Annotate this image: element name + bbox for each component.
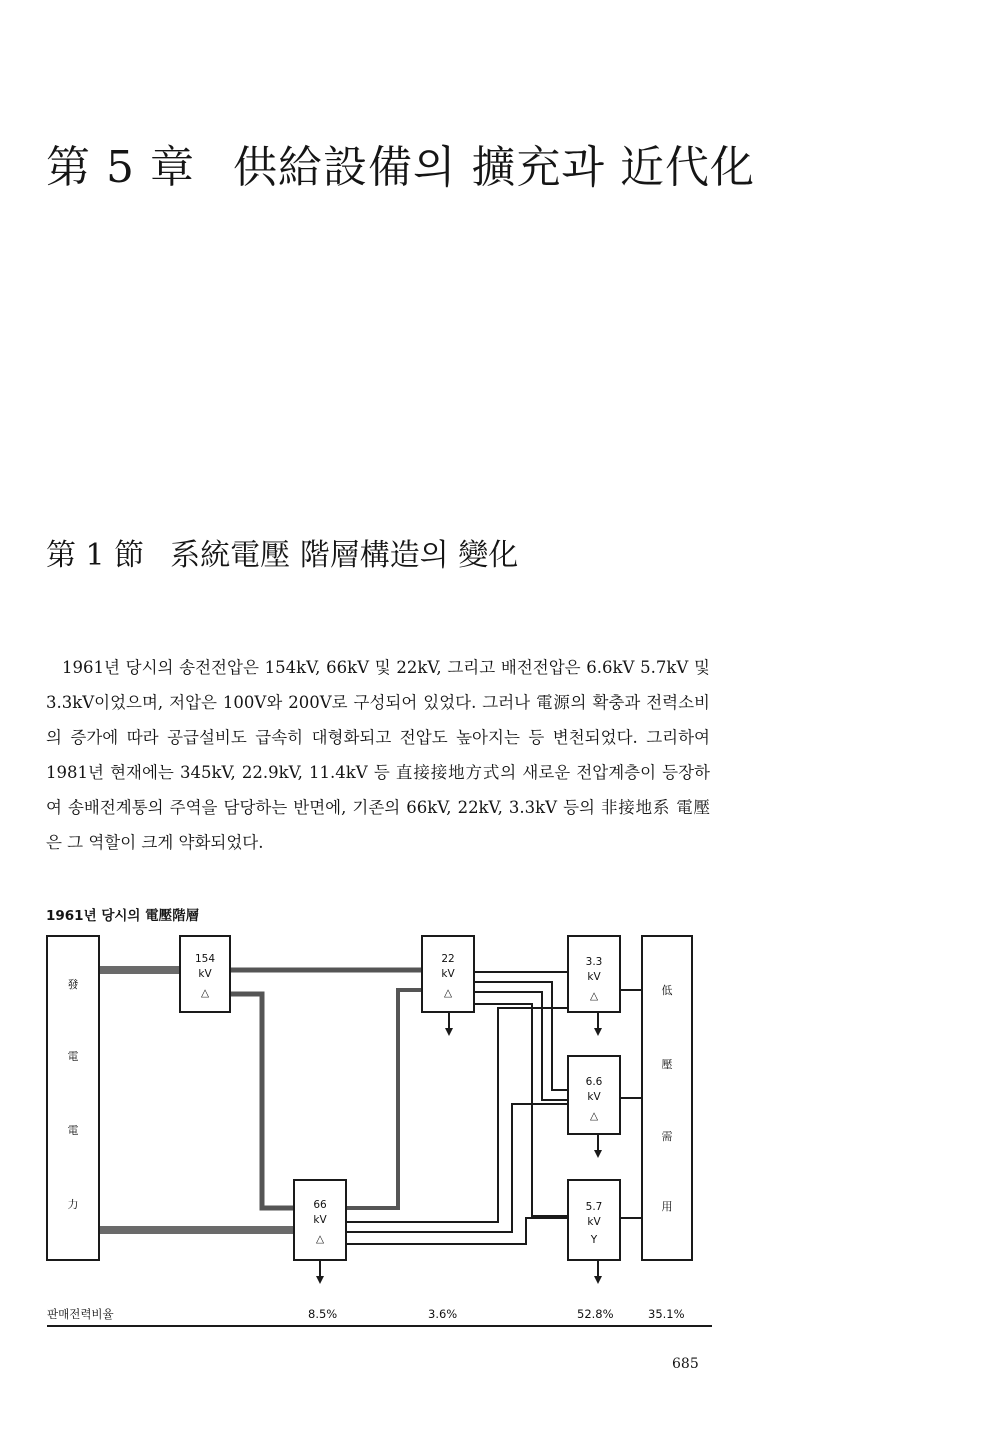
svg-text:kV: kV: [441, 968, 455, 980]
down-arrow-icons: [316, 1028, 602, 1284]
connection-lines: [99, 970, 642, 1278]
page-number: 685: [672, 1356, 699, 1372]
svg-text:6.6: 6.6: [585, 1076, 603, 1088]
demand-label: 壓: [661, 1058, 673, 1071]
svg-text:kV: kV: [587, 971, 601, 983]
sales-ratio-value: 3.6%: [428, 1307, 458, 1321]
svg-text:kV: kV: [313, 1214, 327, 1226]
svg-text:△: △: [589, 990, 599, 1002]
svg-text:22: 22: [441, 953, 455, 965]
svg-text:5.7: 5.7: [585, 1201, 603, 1213]
svg-text:△: △: [200, 987, 210, 999]
box-22kv: [422, 936, 474, 1012]
box-5.7kv: [568, 1180, 620, 1260]
generation-label: 電: [67, 1050, 79, 1063]
box-154kv: [180, 936, 230, 1012]
svg-text:3.3: 3.3: [585, 956, 603, 968]
chapter-heading: 供給設備의 擴充과 近代化: [232, 142, 755, 193]
svg-text:154: 154: [194, 953, 216, 965]
diagram-title: 1961년 당시의 電壓階層: [46, 908, 200, 924]
chapter-number: 第 5 章: [46, 142, 195, 193]
svg-text:kV: kV: [587, 1091, 601, 1103]
demand-label: 用: [661, 1200, 673, 1213]
generation-label: 電: [67, 1124, 79, 1137]
generation-label: 發: [67, 978, 79, 991]
box-6.6kv: [568, 1056, 620, 1134]
generation-label: 力: [67, 1198, 79, 1211]
svg-text:66: 66: [313, 1199, 327, 1211]
sales-ratio-value: 8.5%: [308, 1307, 338, 1321]
svg-text:△: △: [589, 1110, 599, 1122]
body-paragraph: 1961년 당시의 송전전압은 154kV, 66kV 및 22kV, 그리고 배전전압은 6.6kV 5.7kV 및 3.3kV이었으며, 저압은 100V와 200V로 구성되어 있었다. 그러나 電源의 확충과 전력소비의 증가에 따라 공급설비도 급속히 대형화되고 전압도 높아지는 등 변천되었다. 그리하여 1981년 현재에는 345kV, 22.9kV, 11.4kV 등 直接接地方式의 새로운 전압계층이 등장하여 송배전계통의 주역을 담당하는 반면에, 기존의 66kV, 22kV, 3.3kV 등의 非接地系 電壓은 그 역할이 크게 약화되었다.: [46, 658, 710, 852]
svg-text:kV: kV: [198, 968, 212, 980]
svg-text:△: △: [315, 1233, 325, 1245]
sales-ratio-value: 52.8%: [577, 1307, 614, 1321]
demand-label: 需: [661, 1130, 673, 1143]
box-66kv: [294, 1180, 346, 1260]
box-3.3kv: [568, 936, 620, 1012]
svg-text:Y: Y: [590, 1234, 598, 1246]
demand-label: 低: [661, 984, 673, 997]
sales-ratio-value: 35.1%: [648, 1307, 685, 1321]
section-heading: 系統電壓 階層構造의 變化: [170, 538, 519, 573]
svg-text:△: △: [443, 987, 453, 999]
sales-ratio-label: 판매전력비율: [47, 1307, 114, 1321]
svg-text:kV: kV: [587, 1216, 601, 1228]
section-number: 第 1 節: [46, 538, 145, 573]
